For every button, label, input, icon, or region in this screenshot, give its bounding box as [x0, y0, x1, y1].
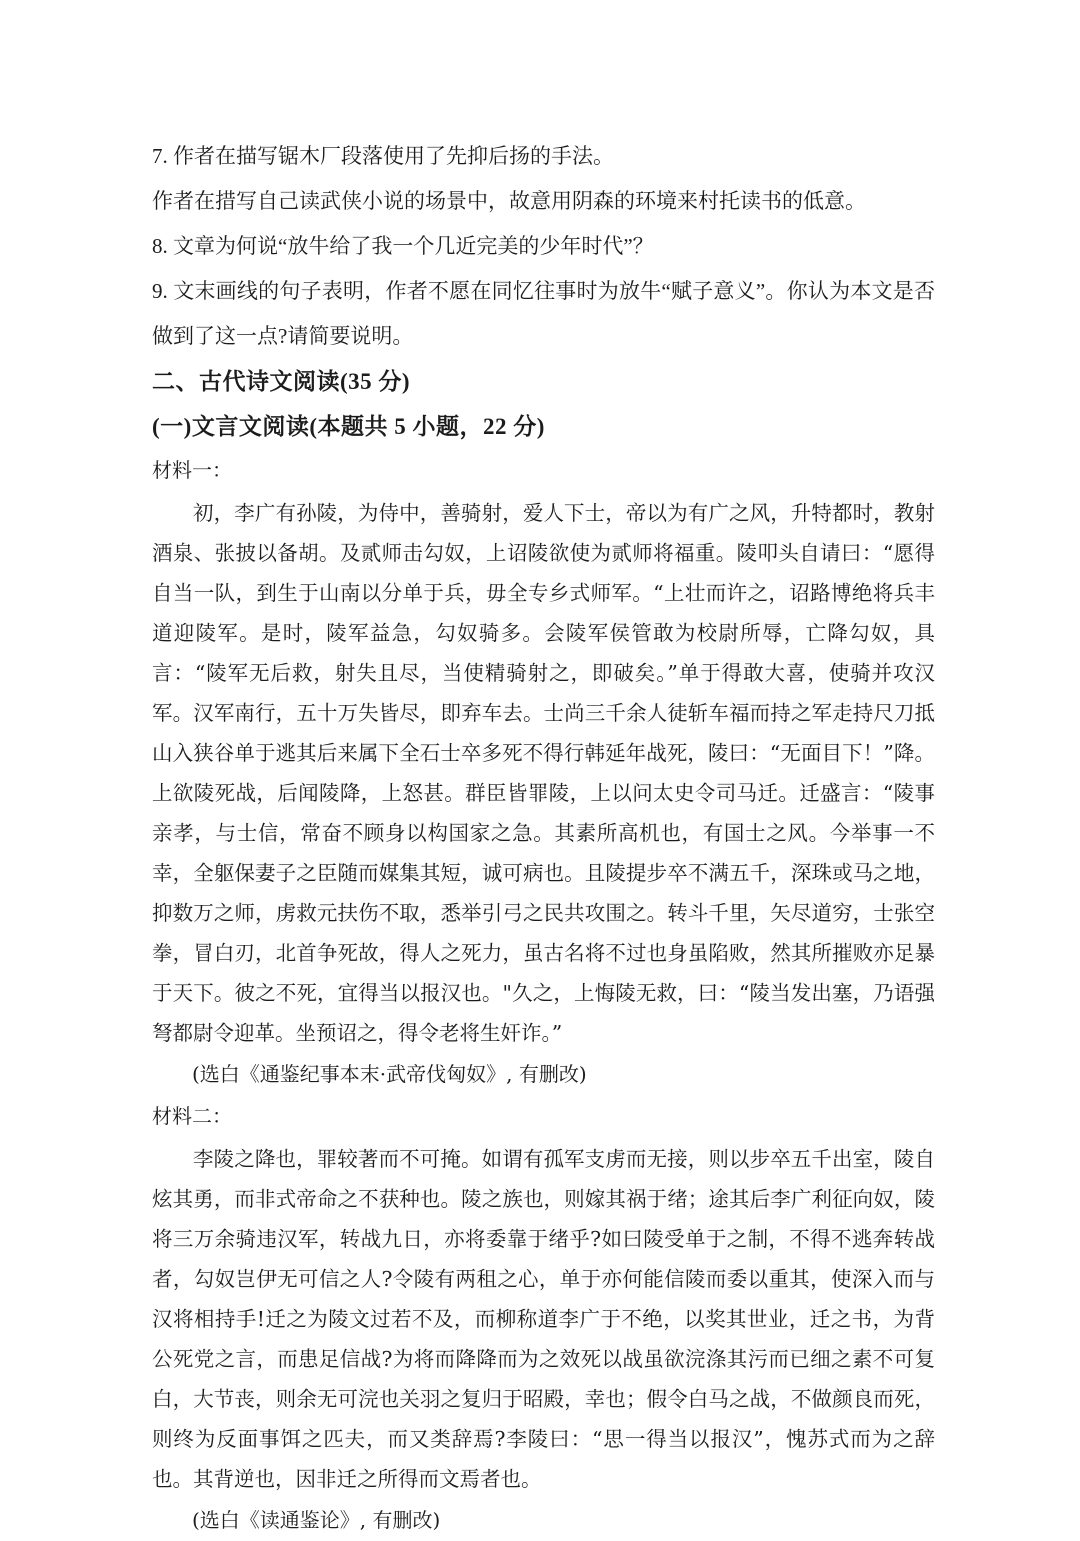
- material-two-source: (选白《读通鉴论》, 有删改): [192, 1508, 441, 1532]
- question-8: 8. 文章为何说“放牛给了我一个几近完美的少年时代”？: [152, 234, 654, 258]
- material-one-text: 初，李广有孙陵，为侍中，善骑射，爱人下士，帝以为有广之风，升特都时，教射酒泉、张披以备胡。及贰师击勾奴，上诏陵欲使为贰师将福重。陵叩头自请曰：“愿得自当一队，到生于山南以分单于兵，毋全专乡式师军。“上壮而许之，诏路博绝将兵丰道迎陵军。是时，陵军益急，勾奴骑多。会陵军侯管敢为校尉所辱，亡降勾奴，具言：“陵军无后救，射失且尽，当使精骑射之，即破矣。”单于得敢大喜，使骑并攻汉军。汉军南行，五十万失皆尽，即弃车去。士尚三千余人徒斩车福而持之军走持尺刀抵山入狭谷单于逃其后来属下全石士卒多死不得行韩延年战死，陵曰：“无面目下！”降。上欲陵死战，后闻陵降，上怒甚。群臣皆罪陵，上以问太史令司马迁。迁盛言：“陵事亲孝，与士信，常奋不顾身以构国家之急。其素所高机也，有国士之风。今举事一不幸，全躯保妻子之臣随而媒集其短，诚可病也。且陵提步卒不满五千，深珠或马之地，抑数万之师，虏救元扶伤不取，悉举引弓之民共攻围之。转斗千里，矢尽道穷，士张空拳，冒白刃，北首争死故，得人之死力，虽古名将不过也身虽陷败，然其所摧败亦足暴于天下。彼之不死，宜得当以报汉也。"久之，上悔陵无救，曰：“陵当发出塞，乃语强弩都尉令迎革。坐预诏之，得令老将生奸诈。”: [152, 501, 935, 1045]
- question-7: 7. 作者在描写锯木厂段落使用了先抑后扬的手法。: [152, 144, 614, 168]
- section-heading: 二、古代诗文阅读(35 分): [152, 369, 411, 394]
- question-9: 9. 文末画线的句子表明，作者不愿在同忆往事时为放牛“赋子意义”。你认为本文是否做到了这一点?请简要说明。: [152, 279, 935, 348]
- material-two-text: 李陵之降也，罪较著而不可掩。如谓有孤军支虏而无接，则以步卒五千出室，陵自炫其勇，而非式帝命之不获种也。陵之族也，则嫁其祸于绪；途其后李广利征向奴，陵将三万余骑违汉军，转战九日，亦将委靠于绪乎?如曰陵受单于之制，不得不逃奔转战者，勾奴岂伊无可信之人?令陵有两租之心，单于亦何能信陵而委以重其，使深入而与汉将相持手!迁之为陵文过若不及，而柳称道李广于不绝，以奖其世业，迁之书，为背公死党之言，而患足信战?为将而降降而为之效死以战虽欲浣涤其污而已细之素不可复白，大节丧，则余无可浣也关羽之复归于昭殿，幸也；假令白马之战，不做颜良而死，则终为反面事饵之匹夫，而又类辞焉?李陵曰：“思一得当以报汉”，愧苏式而为之辞也。其背逆也，因非迁之所得而文焉者也。: [152, 1147, 935, 1491]
- subsection-heading: (一)文言文阅读(本题共 5 小题，22 分): [152, 414, 545, 439]
- material-one-label: 材料一：: [152, 460, 232, 482]
- material-one-source: (选白《通鉴纪事本末·武帝伐匈奴》, 有删改): [192, 1062, 587, 1086]
- question-7-note: 作者在措写自己读武侠小说的场景中，故意用阴森的环境来村托读书的低意。: [152, 189, 866, 213]
- material-two-label: 材料二：: [152, 1106, 232, 1128]
